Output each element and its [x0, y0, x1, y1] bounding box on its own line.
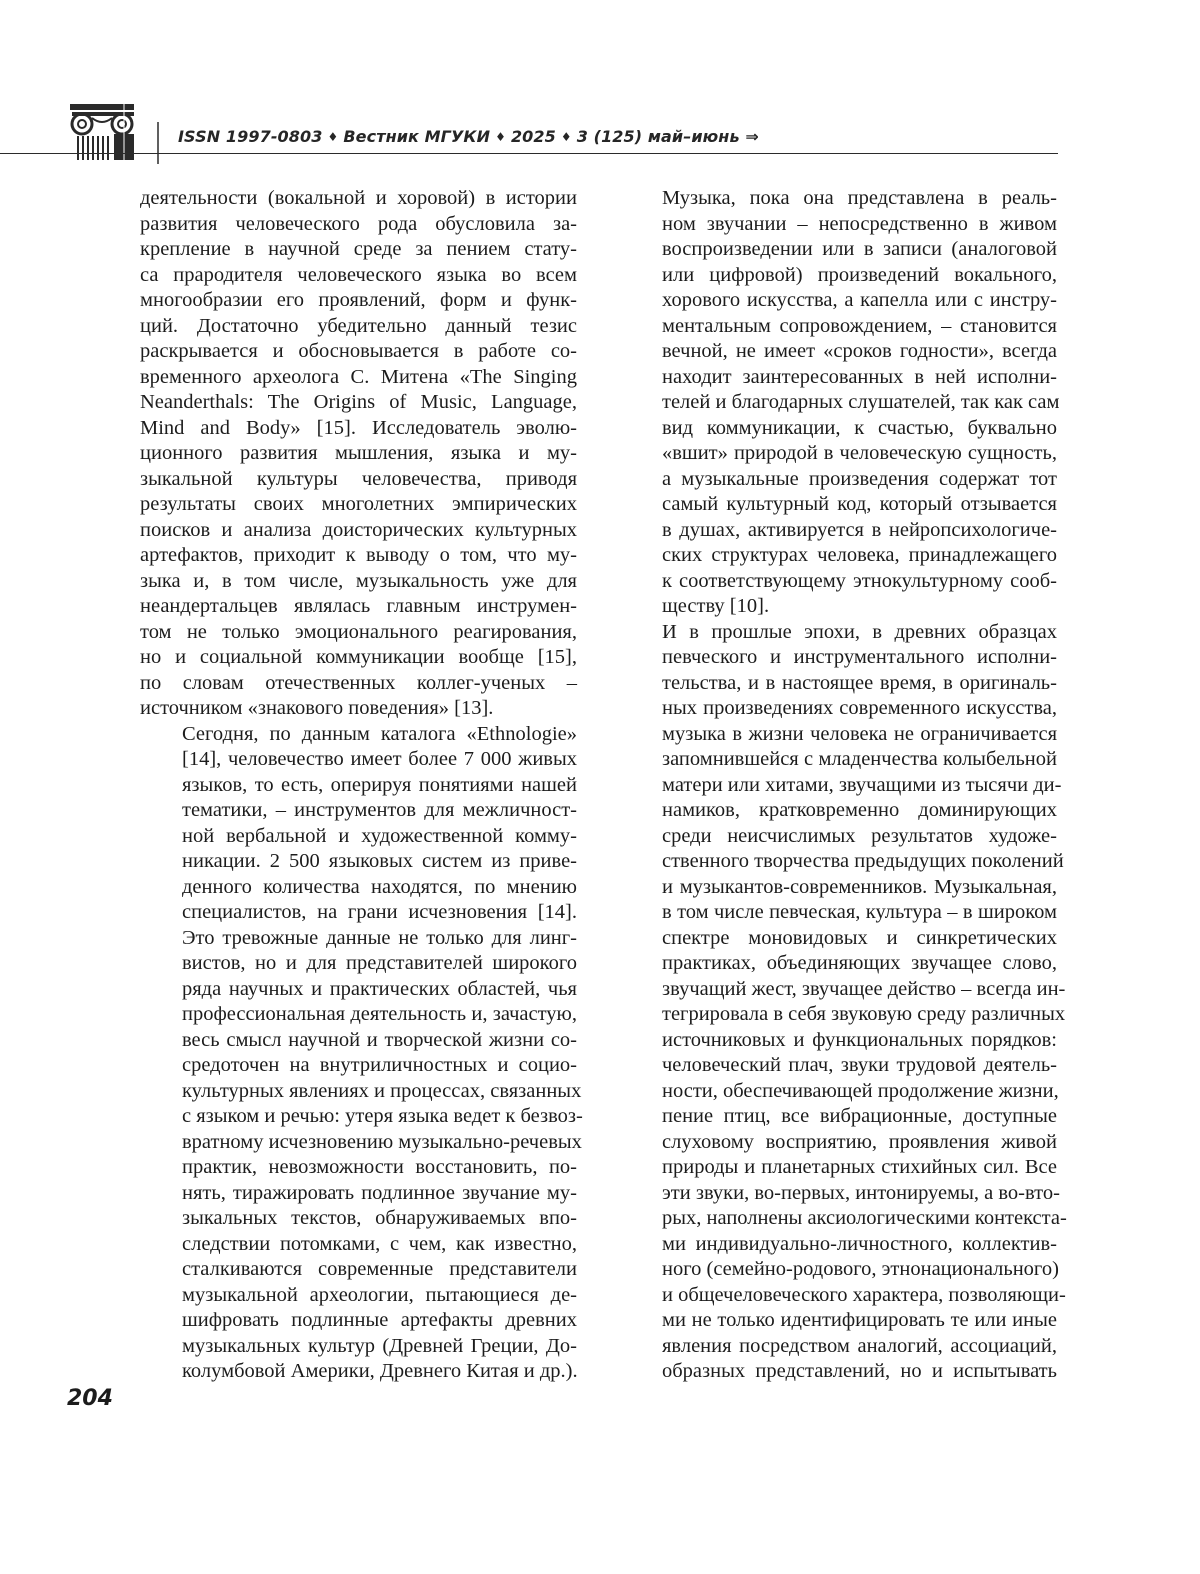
text-line: хорового искусства, а капелла или с инстру- — [662, 289, 1057, 311]
text-line: результаты своих многолетних эмпирических — [140, 493, 577, 515]
text-line: ного (семейно-родового, этнонационального) — [662, 1258, 1059, 1280]
text-line: «вшит» природой в человеческую сущность, — [662, 442, 1057, 464]
text-line: звучащий жест, звучащее действо – всегда ин- — [662, 977, 1066, 1000]
text-line: культурных явлениях и процессах, связанных — [182, 1079, 582, 1102]
text-line: явления посредством аналогий, ассоциаций, — [662, 1334, 1057, 1357]
text-line: Neanderthals: The Origins of Music, Language, — [140, 391, 577, 413]
header-rule — [0, 153, 1058, 154]
text-line: са прародителя человеческого языка во всем — [140, 263, 577, 286]
text-line: воспроизведении или в записи (аналоговой — [662, 238, 1057, 260]
page-number: 204 — [67, 1386, 113, 1411]
text-line: музыка в жизни человека не ограничивается — [662, 722, 1057, 745]
text-line: рых, наполнены аксиологическими контекста- — [662, 1207, 1067, 1229]
text-line: Музыка, пока она представлена в реаль- — [662, 187, 1057, 209]
text-line: временного археолога С. Митена «The Singing — [140, 365, 577, 388]
text-line: вистов, но и для представителей широкого — [182, 952, 577, 974]
text-line: средоточен на внутриличностных и социо- — [182, 1054, 577, 1076]
text-line: ментальным сопровождением, – становится — [662, 314, 1057, 337]
header-separator: ♦ — [495, 130, 506, 144]
text-line: матери или хитами, звучащими из тысячи ди- — [662, 773, 1062, 796]
text-line: развития человеческого рода обусловила за- — [140, 212, 577, 235]
text-line: по словам отечественных коллег-ученых – — [140, 671, 577, 694]
text-line: вид коммуникации, к счастью, буквально — [662, 416, 1057, 439]
text-line: ских структурах человека, принадлежащего — [662, 544, 1057, 566]
text-line: телей и благодарных слушателей, так как сам — [662, 391, 1060, 413]
text-line: нять, тиражировать подлинное звучание му- — [182, 1181, 577, 1204]
text-line: среди неисчислимых результатов художе- — [662, 824, 1057, 847]
header-arrow-icon: ⇒ — [745, 127, 759, 146]
text-line: музыкальных культур (Древней Греции, До- — [182, 1334, 577, 1357]
text-line: в том числе певческая, культура – в широком — [662, 901, 1057, 923]
text-line: находит заинтересованных в ней исполни- — [662, 365, 1057, 388]
text-line: ном звучании – непосредственно в живом — [662, 212, 1057, 235]
paragraph — [620, 620, 1067, 1385]
text-line: с языком и речью: утеря языка ведет к безвоз- — [182, 1105, 583, 1127]
text-line: тельства, и в настоящее время, в оригиналь- — [662, 671, 1057, 694]
text-line: и музыкантов-современников. Музыкальная, — [662, 875, 1057, 898]
text-line: пение птиц, все вибрационные, доступные — [662, 1105, 1057, 1127]
text-line: сталкиваются современные представители — [182, 1258, 577, 1280]
text-line: крепление в научной среде за пением стату- — [140, 238, 577, 260]
text-line: ций. Достаточно убедительно данный тезис — [140, 314, 577, 337]
text-line: ряда научных и практических областей, чья — [182, 977, 577, 1000]
text-line: зыкальной культуры человечества, приводя — [140, 467, 577, 490]
paragraph — [140, 186, 577, 722]
text-line: языков, то есть, оперируя понятиями нашей — [182, 773, 577, 796]
text-line: тематики, – инструментов для межличност- — [182, 799, 577, 821]
text-line: певческого и инструментального исполни- — [662, 646, 1057, 668]
text-line: деятельности (вокальной и хоровой) в истории — [140, 187, 577, 209]
text-line: ционного развития мышления, языка и му- — [140, 442, 577, 464]
text-line: ности, обеспечивающей продолжение жизни, — [662, 1079, 1059, 1102]
text-line: или цифровой) произведений вокального, — [662, 263, 1057, 286]
text-line: ми индивидуально-личностного, коллектив- — [662, 1232, 1057, 1255]
left-column — [140, 186, 583, 1385]
running-header — [178, 127, 878, 146]
text-line: денного количества находятся, по мнению — [182, 875, 577, 898]
text-line: специалистов, на грани исчезновения [14]. — [182, 901, 577, 923]
text-line: источником «знакового поведения» [13]. — [140, 697, 494, 719]
text-line: [14], человечество имеет более 7 000 живых — [182, 748, 577, 770]
text-line: раскрывается и обосновывается в работе со- — [140, 340, 577, 362]
header-journal: Вестник МГУКИ — [343, 127, 491, 146]
text-line: ной вербальной и художественной комму- — [182, 824, 577, 847]
right-column — [620, 186, 1067, 1385]
paragraph — [620, 186, 1060, 620]
text-line: профессиональная деятельность и, зачастую, — [182, 1003, 577, 1025]
text-line: образных представлений, но и испытывать — [662, 1360, 1057, 1382]
text-line: практиках, объединяющих звучащее слово, — [662, 952, 1057, 974]
text-line: а музыкальные произведения содержат тот — [662, 467, 1057, 490]
text-line: к соответствующему этнокультурному сооб- — [662, 569, 1057, 592]
text-line: ществу [10]. — [662, 595, 770, 617]
text-line: шифровать подлинные артефакты древних — [182, 1309, 577, 1331]
text-line: но и социальной коммуникации вообще [15], — [140, 646, 577, 668]
text-line: следствии потомками, с чем, как известно, — [182, 1232, 577, 1255]
text-line: ных произведениях современного искусства, — [662, 697, 1057, 719]
text-line: зыкальных текстов, обнаруживаемых впо- — [182, 1207, 577, 1229]
text-line: и общечеловеческого характера, позволяющи- — [662, 1283, 1066, 1306]
text-line: слуховому восприятию, проявления живой — [662, 1130, 1057, 1153]
text-line: Mind and Body» [15]. Исследователь эволю- — [140, 416, 577, 439]
text-line: природы и планетарных стихийных сил. Все — [662, 1156, 1057, 1178]
header-separator: ♦ — [560, 130, 572, 144]
text-line: зыка и, в том числе, музыкальность уже для — [140, 569, 577, 592]
text-line: поисков и анализа доисторических культурных — [140, 518, 577, 541]
header-year: 2025 — [510, 127, 556, 146]
text-line: неандертальцев являлась главным инструмен- — [140, 595, 577, 617]
text-line: спектре моновидовых и синкретических — [662, 926, 1057, 949]
header-issn: ISSN 1997-0803 — [178, 127, 323, 146]
text-line: запомнившейся с младенчества колыбельной — [662, 748, 1057, 770]
text-line: Сегодня, по данным каталога «Ethnologie» — [182, 722, 577, 745]
text-line: многообразии его проявлений, форм и функ- — [140, 289, 577, 311]
text-line: практик, невозможности восстановить, по- — [182, 1156, 577, 1178]
header-separator: ♦ — [327, 130, 339, 144]
text-line: ственного творчества предыдущих поколений — [662, 850, 1064, 872]
text-line: весь смысл научной и творческой жизни со- — [182, 1028, 577, 1051]
text-line: человеческий плач, звуки трудовой деятель- — [662, 1054, 1057, 1076]
text-line: Это тревожные данные не только для линг- — [182, 926, 577, 949]
text-line: тегрировала в себя звуковую среду различных — [662, 1003, 1066, 1025]
text-line: никации. 2 500 языковых систем из приве- — [182, 850, 577, 872]
text-line: И в прошлые эпохи, в древних образцах — [662, 620, 1057, 643]
text-line: в душах, активируется в нейропсихологиче- — [662, 518, 1057, 541]
text-line: колумбовой Америки, Древнего Китая и др.). — [182, 1360, 578, 1382]
text-line: ми не только идентифицировать те или иные — [662, 1309, 1057, 1331]
text-line: музыкальной археологии, пытающиеся де- — [182, 1283, 577, 1306]
paragraph — [140, 722, 583, 1385]
text-line: вратному исчезновению музыкально-речевых — [182, 1130, 582, 1153]
text-line: том не только эмоционального реагирования, — [140, 620, 577, 643]
text-line: намиков, кратковременно доминирующих — [662, 799, 1057, 821]
journal-logo-icon — [64, 100, 160, 164]
text-line: источниковых и функциональных порядков: — [662, 1028, 1057, 1051]
text-line: эти звуки, во-первых, интонируемы, а во-вто- — [662, 1181, 1060, 1204]
text-line: артефактов, приходит к выводу о том, что му- — [140, 544, 577, 566]
header-issue: 3 (125) май–июнь — [576, 127, 740, 146]
text-line: вечной, не имеет «сроков годности», всегда — [662, 340, 1057, 362]
text-line: самый культурный код, который отзывается — [662, 493, 1057, 515]
